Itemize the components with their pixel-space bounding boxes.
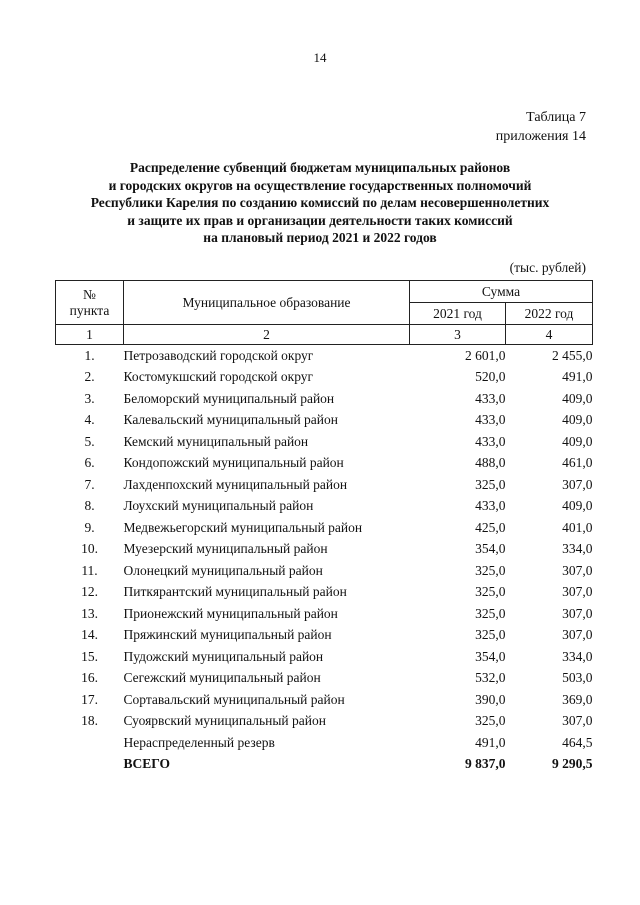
table-row xyxy=(56,560,593,582)
row-value-2022: 409,0 xyxy=(562,390,593,406)
table-row xyxy=(56,603,593,625)
row-number: 8. xyxy=(84,498,95,514)
row-municipality: Сегежский муниципальный район xyxy=(123,670,321,686)
header-year-2021: 2021 год xyxy=(410,303,506,325)
row-value-2021: 491,0 xyxy=(475,734,506,750)
row-value-2021: 390,0 xyxy=(475,691,506,707)
title-line: и защите их прав и организации деятельности таких комиссий xyxy=(127,212,513,228)
table-reference-line2: приложения 14 xyxy=(495,129,586,144)
row-value-2021: 354,0 xyxy=(475,541,506,557)
row-value-2022: 409,0 xyxy=(562,498,593,514)
row-value-2022: 307,0 xyxy=(562,627,593,643)
row-value-2021: 433,0 xyxy=(475,412,506,428)
row-value-2021: 433,0 xyxy=(475,433,506,449)
row-value-2021: 2 601,0 xyxy=(465,347,506,363)
row-municipality: Суоярвский муниципальный район xyxy=(123,713,326,729)
row-municipality: Медвежьегорский муниципальный район xyxy=(123,519,363,535)
title-line: Распределение субвенций бюджетам муниципальных районов xyxy=(129,160,511,175)
row-number: 18. xyxy=(81,713,98,729)
table-row xyxy=(56,689,593,711)
table-reference xyxy=(496,108,586,146)
row-value-2022: 401,0 xyxy=(562,519,593,535)
header-municipality: Муниципальное образование xyxy=(124,281,410,325)
row-municipality: Лахденпохский муниципальный район xyxy=(123,476,348,492)
row-value-2021: 325,0 xyxy=(475,605,506,621)
row-value-2022: 503,0 xyxy=(562,670,593,686)
row-municipality: Пряжинский муниципальный район xyxy=(123,627,332,643)
row-value-2022: 464,5 xyxy=(562,734,593,750)
row-municipality: Калевальский муниципальный район xyxy=(123,412,338,428)
row-number: 17. xyxy=(81,691,98,707)
row-number: 15. xyxy=(81,648,98,664)
header-sum: Сумма xyxy=(410,281,593,303)
row-municipality: Костомукшский городской округ xyxy=(123,369,314,385)
row-municipality: Пудожский муниципальный район xyxy=(123,648,324,664)
table-row xyxy=(56,711,593,733)
total-row xyxy=(56,754,593,776)
total-value-2021: 9 837,0 xyxy=(465,756,506,772)
row-municipality: Прионежский муниципальный район xyxy=(123,605,338,621)
row-number: 3. xyxy=(84,390,95,406)
table-row xyxy=(56,410,593,432)
row-value-2022: 334,0 xyxy=(562,541,593,557)
row-value-2021: 325,0 xyxy=(475,713,506,729)
table-row xyxy=(56,496,593,518)
table-row xyxy=(56,646,593,668)
row-value-2022: 307,0 xyxy=(562,476,593,492)
row-municipality: Питкярантский муниципальный район xyxy=(123,584,347,600)
row-number: 16. xyxy=(81,670,98,686)
row-municipality: Лоухский муниципальный район xyxy=(123,498,314,514)
total-label: ВСЕГО xyxy=(123,756,171,772)
row-value-2022: 461,0 xyxy=(562,455,593,471)
title-line: и городских округов на осуществление государственных полномочий xyxy=(108,177,532,193)
row-value-2022: 307,0 xyxy=(562,562,593,578)
row-municipality: Беломорский муниципальный район xyxy=(123,390,335,406)
table-body xyxy=(56,345,593,776)
document-title xyxy=(40,159,600,247)
row-value-2022: 307,0 xyxy=(562,605,593,621)
table-row xyxy=(56,539,593,561)
table-reference-line1: Таблица 7 xyxy=(526,110,586,125)
table-header xyxy=(56,281,593,345)
row-value-2022: 334,0 xyxy=(562,648,593,664)
row-number: 1. xyxy=(84,347,95,363)
row-number: 7. xyxy=(84,476,95,492)
row-municipality: Сортавальский муниципальный район xyxy=(123,691,345,707)
column-number-4: 4 xyxy=(506,325,593,345)
row-value-2022: 2 455,0 xyxy=(552,347,593,363)
row-value-2021: 354,0 xyxy=(475,648,506,664)
row-municipality: Кемский муниципальный район xyxy=(123,433,309,449)
title-line: на плановый период 2021 и 2022 годов xyxy=(203,230,437,245)
row-municipality: Муезерский муниципальный район xyxy=(123,541,328,557)
row-value-2022: 409,0 xyxy=(562,433,593,449)
row-number: 14. xyxy=(81,627,98,643)
row-number: 5. xyxy=(84,433,95,449)
table-row xyxy=(56,388,593,410)
header-year-2022: 2022 год xyxy=(506,303,593,325)
row-value-2021: 433,0 xyxy=(475,498,506,514)
row-value-2021: 488,0 xyxy=(475,455,506,471)
row-number: 12. xyxy=(81,584,98,600)
row-municipality: Петрозаводский городской округ xyxy=(123,347,314,363)
row-number: 10. xyxy=(81,541,98,557)
table-row xyxy=(56,582,593,604)
table-row xyxy=(56,453,593,475)
table-row xyxy=(56,345,593,367)
table-row xyxy=(56,431,593,453)
total-number-cell xyxy=(56,754,124,776)
row-number: 9. xyxy=(84,519,95,535)
row-value-2021: 325,0 xyxy=(475,476,506,492)
table-row xyxy=(56,367,593,389)
header-number-cell xyxy=(56,281,124,325)
header-number-line2: пункта xyxy=(69,302,110,318)
row-value-2022: 369,0 xyxy=(562,691,593,707)
row-value-2021: 532,0 xyxy=(475,670,506,686)
row-value-2022: 409,0 xyxy=(562,412,593,428)
row-municipality: Кондопожский муниципальный район xyxy=(123,455,344,471)
table-row xyxy=(56,625,593,647)
row-number: 13. xyxy=(81,605,98,621)
row-value-2021: 433,0 xyxy=(475,390,506,406)
row-municipality: Нераспределенный резерв xyxy=(123,734,275,750)
column-number-3: 3 xyxy=(410,325,506,345)
subvention-table xyxy=(55,280,593,775)
row-number: 6. xyxy=(84,455,95,471)
row-number: 2. xyxy=(84,369,95,385)
units-label: (тыс. рублей) xyxy=(509,260,586,275)
title-line: Республики Карелия по созданию комиссий по делам несовершеннолетних xyxy=(90,195,550,210)
row-value-2022: 307,0 xyxy=(562,713,593,729)
page-number: 14 xyxy=(313,50,327,65)
column-number-1: 1 xyxy=(56,325,124,345)
row-municipality: Олонецкий муниципальный район xyxy=(123,562,323,578)
row-value-2021: 325,0 xyxy=(475,562,506,578)
row-number: 11. xyxy=(81,562,98,578)
table-row xyxy=(56,732,593,754)
row-value-2021: 425,0 xyxy=(475,519,506,535)
row-value-2021: 520,0 xyxy=(475,369,506,385)
total-value-2022: 9 290,5 xyxy=(552,756,593,772)
table-row xyxy=(56,474,593,496)
row-value-2021: 325,0 xyxy=(475,584,506,600)
header-number-line1: № xyxy=(83,286,96,302)
table-row xyxy=(56,668,593,690)
column-number-2: 2 xyxy=(124,325,410,345)
table-row xyxy=(56,517,593,539)
row-number: 4. xyxy=(84,412,95,428)
row-value-2021: 325,0 xyxy=(475,627,506,643)
row-value-2022: 307,0 xyxy=(562,584,593,600)
row-value-2022: 491,0 xyxy=(562,369,593,385)
row-number xyxy=(56,732,124,754)
